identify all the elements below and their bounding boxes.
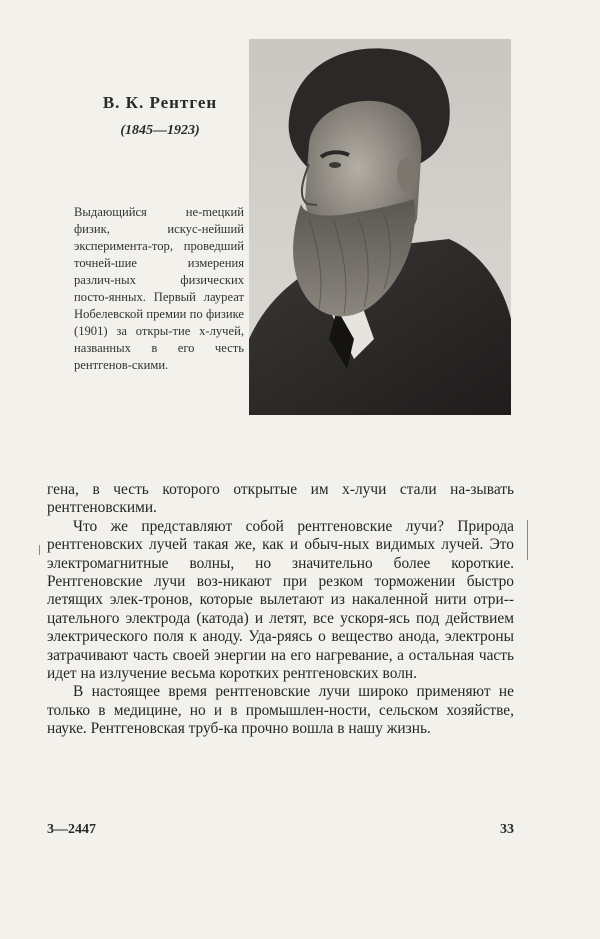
- paragraph-continuation: гена, в честь которого открытые им х-лучи стали на-зывать рентгеновскими.: [47, 481, 514, 517]
- portrait-photo: [249, 39, 511, 415]
- margin-mark: [39, 545, 40, 555]
- portrait-caption-name: В. К. Рентген: [102, 93, 218, 112]
- portrait-caption-years: (1845—1923): [120, 123, 200, 138]
- paragraph-xray-nature: Что же представляют собой рентгеновские лучи? Природа рентгеновских лучей такая же, как и обыч-ных видимых лучей. Это электромагнитные волны, но значительно более короткие. Рентгеновские лучи воз-никают при резком торможении быстро летящих элек-тронов, которые вылетают из накаленной нити отри-цательного электрода (катода) и летят, все ускоря-ясь под действием электрического поля к аноду. Уда-ряясь о вещество анода, электроны затрачивают часть своей энергии на его нагревание, а остальная часть идет на излучение весьма коротких рентгеновских волн.: [47, 517, 514, 683]
- portrait-caption-text: Выдающийся не-mецкий физик, искус-нейший эксперимента-тор, проведший точней-шие измерения различ-ных физических посто-янных. Первый лауреат Нобелевской премии по физике (1901) за откры-тие х-лучей, названных в его честь рентгенов-скими.: [74, 205, 244, 372]
- margin-mark: [527, 520, 528, 560]
- main-text: [47, 481, 514, 739]
- paragraph-xray-usage: В настоящее время рентгеновские лучи широко применяют не только в медицине, но и в промышлен-ности, сельском хозяйстве, науке. Рентгеновская труб-ка прочно вошла в нашу жизнь.: [47, 683, 514, 738]
- page-number: 33: [500, 822, 514, 837]
- portrait-image: [249, 39, 511, 415]
- printer-signature: 3—2447: [47, 822, 96, 837]
